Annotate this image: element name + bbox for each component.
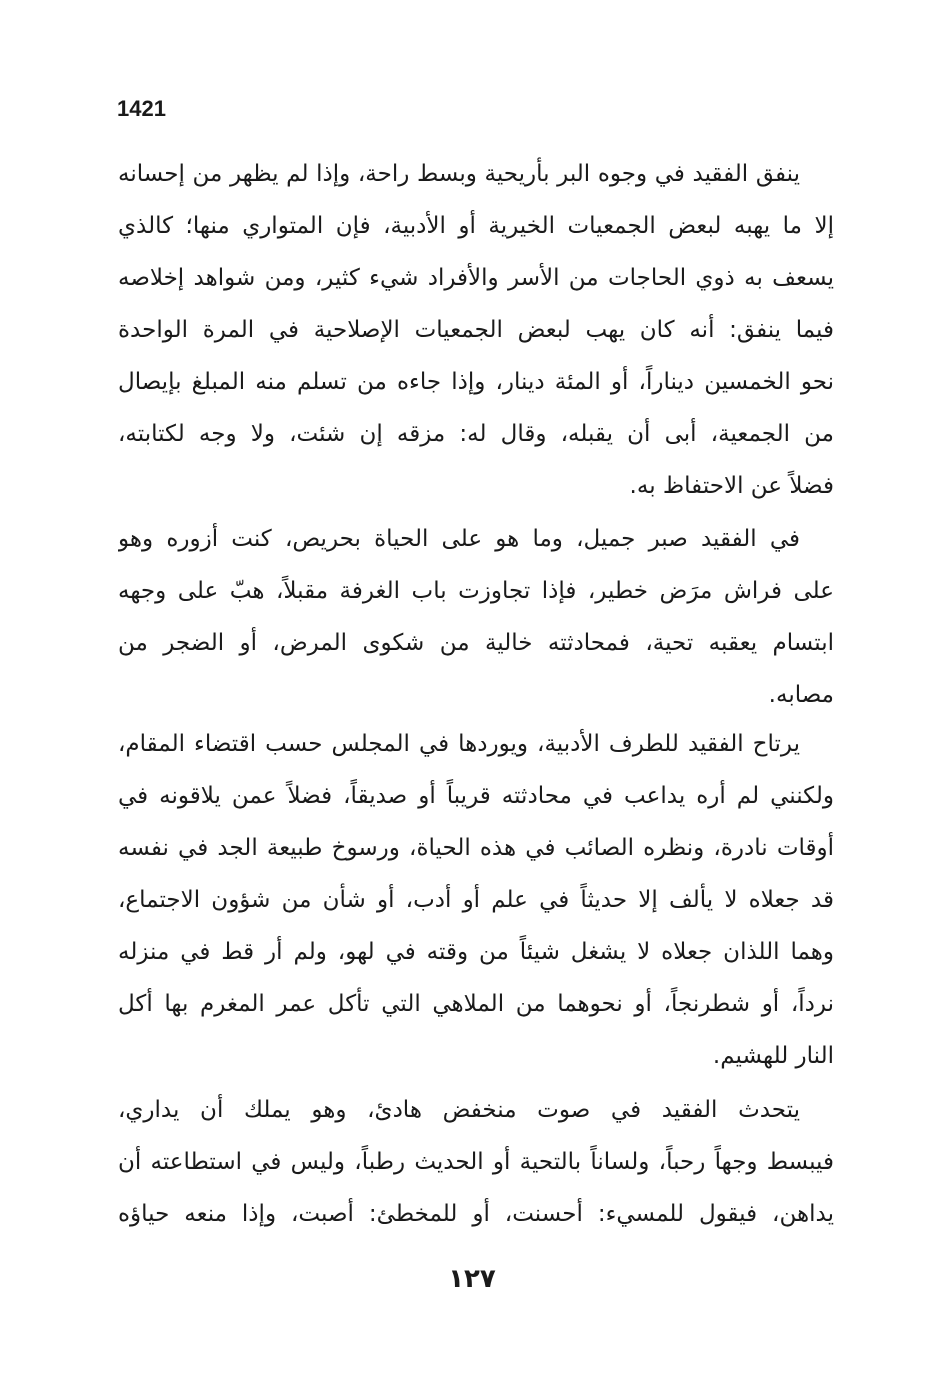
text-line: يرتاح الفقيد للطرف الأدبية، ويوردها في المجلس حسب اقتضاء المقام، xyxy=(118,731,800,757)
paragraph-3 xyxy=(118,718,834,1082)
text-line: أوقات نادرة، ونظره الصائب في هذه الحياة، ورسوخ طبيعة الجد في نفسه xyxy=(118,835,834,861)
text-line: يتحدث الفقيد في صوت منخفض هادئ، وهو يملك أن يداري، xyxy=(118,1097,800,1123)
text-line: قد جعلاه لا يألف إلا حديثاً في علم أو أدب، أو شأن من شؤون الاجتماع، xyxy=(118,887,834,913)
text-line: ولكنني لم أره يداعب في محادثته قريباً أو صديقاً، فضلاً عمن يلاقونه في xyxy=(118,783,834,809)
paragraph-1 xyxy=(118,148,834,512)
page-number: ١٢٧ xyxy=(448,1264,496,1294)
text-line: من الجمعية، أبى أن يقبله، وقال له: مزقه إن شئت، ولا وجه لكتابته، xyxy=(118,421,834,447)
text-line: ينفق الفقيد في وجوه البر بأريحية وبسط راحة، وإذا لم يظهر من إحسانه xyxy=(118,161,800,187)
text-line: فيبسط وجهاً رحباً، ولساناً بالتحية أو الحديث رطباً، وليس في استطاعته أن xyxy=(118,1149,834,1175)
text-line: مصابه. xyxy=(768,682,834,708)
text-line: نرداً، أو شطرنجاً، أو نحوهما من الملاهي التي تأكل عمر المغرم بها أكل xyxy=(118,991,834,1017)
text-line: ابتسام يعقبه تحية، فمحادثته خالية من شكوى المرض، أو الضجر من xyxy=(118,630,834,656)
text-line: إلا ما يهبه لبعض الجمعيات الخيرية أو الأدبية، فإن المتواري منها؛ كالذي xyxy=(118,213,834,239)
paragraph-4 xyxy=(118,1084,834,1240)
paragraph-2 xyxy=(118,513,834,721)
text-line: وهما اللذان جعلاه لا يشغل شيئاً من وقته في لهو، ولم أر قط في منزله xyxy=(118,939,834,965)
text-line: فيما ينفق: أنه كان يهب لبعض الجمعيات الإصلاحية في المرة الواحدة xyxy=(118,317,834,343)
text-line: نحو الخمسين ديناراً، أو المئة دينار، وإذا جاءه من تسلم منه المبلغ بإيصال xyxy=(118,369,834,395)
text-line: يداهن، فيقول للمسيء: أحسنت، أو للمخطئ: أصبت، وإذا منعه حياؤه xyxy=(118,1201,834,1227)
header-number: 1421 xyxy=(117,96,166,121)
text-line: يسعف به ذوي الحاجات من الأسر والأفراد شيء كثير، ومن شواهد إخلاصه xyxy=(118,265,834,291)
text-line: في الفقيد صبر جميل، وما هو على الحياة بحريص، كنت أزوره وهو xyxy=(118,526,800,552)
text-line: النار للهشيم. xyxy=(712,1043,834,1069)
text-line: على فراش مرَض خطير، فإذا تجاوزت باب الغرفة مقبلاً، هبّ على وجهه xyxy=(118,578,834,604)
text-line: فضلاً عن الاحتفاظ به. xyxy=(629,473,834,499)
